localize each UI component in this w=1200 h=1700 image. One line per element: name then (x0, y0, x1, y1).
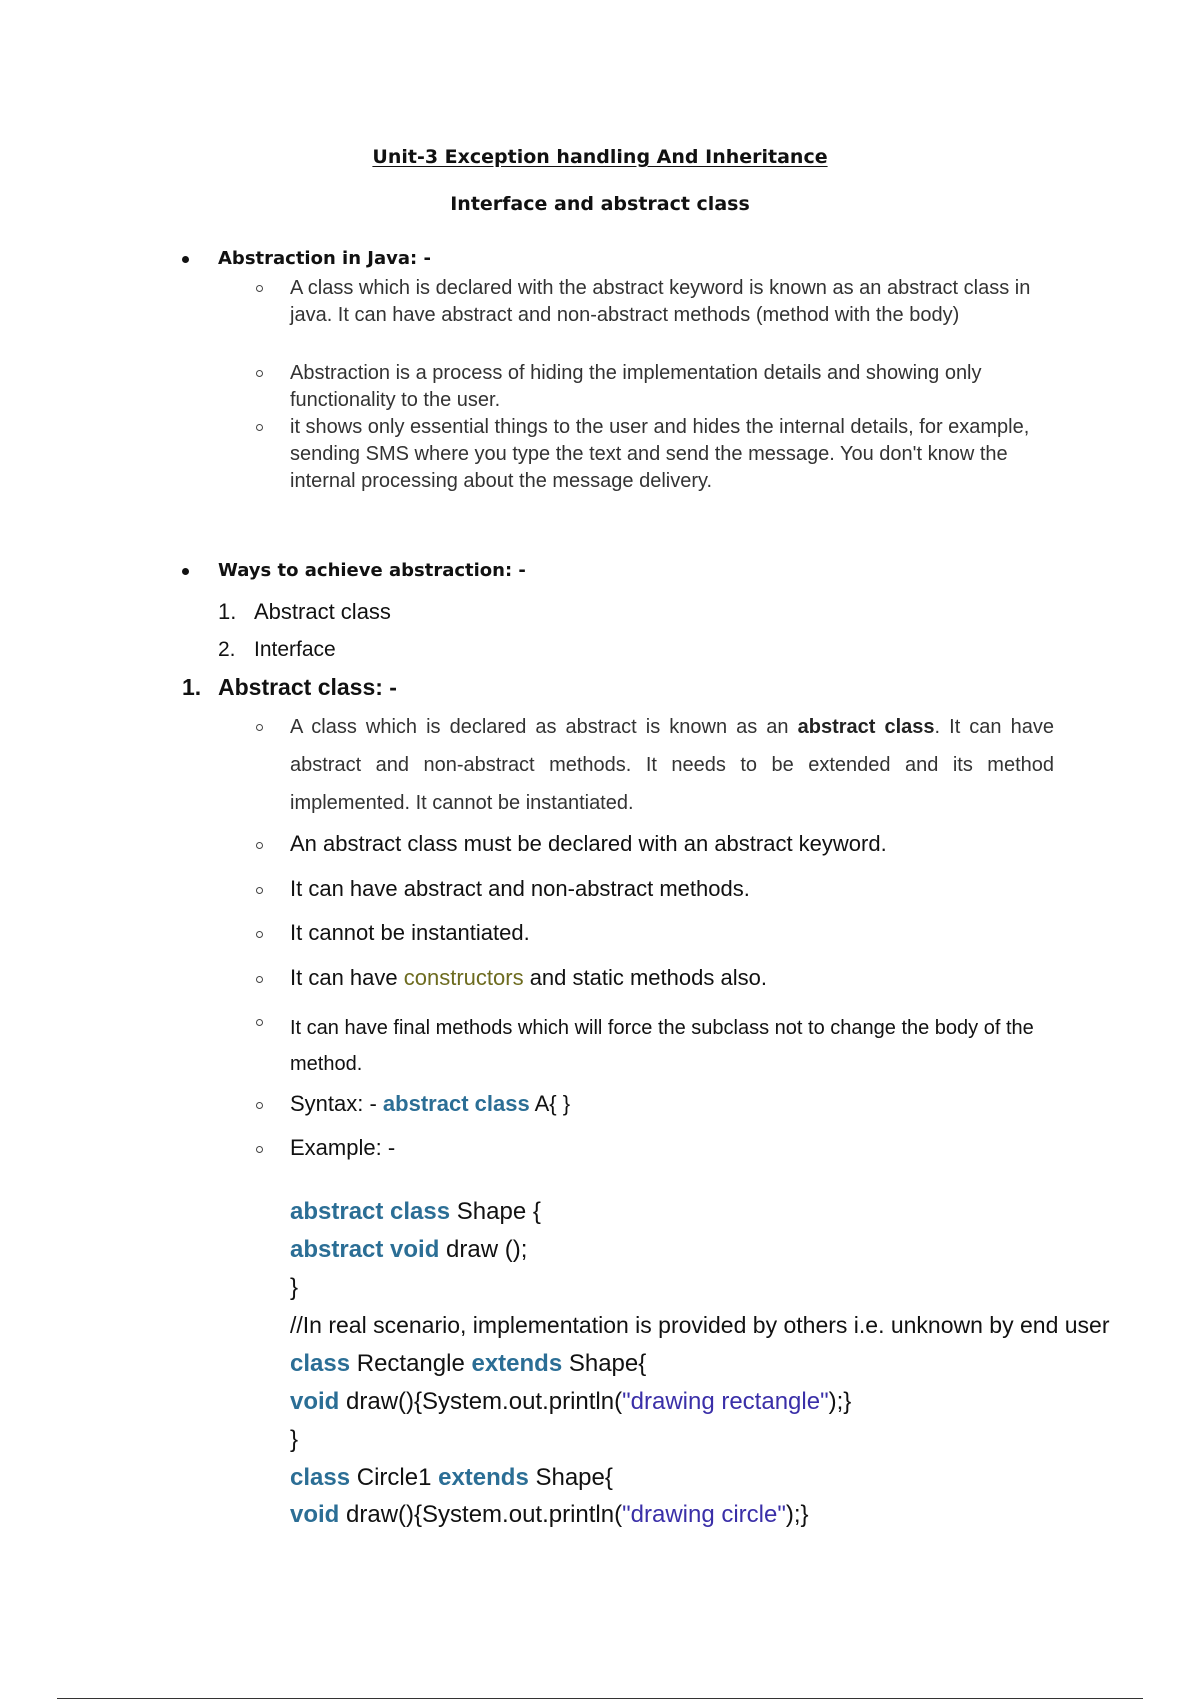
bullet-dot (182, 256, 189, 263)
sub-bullet (256, 976, 263, 983)
sub-bullet (256, 424, 263, 431)
list-item: It can have final methods which will force the subclass not to change the body of the method. (290, 1017, 1034, 1075)
list-item-intro: A class which is declared as abstract is known as an abstract class. It can have abstract and non-abstract methods. It needs to be extended and its method implemented. It cannot be instantiated. (290, 716, 1054, 814)
section-heading-ways: Ways to achieve abstraction: - (218, 560, 526, 581)
code-line: } (290, 1274, 299, 1301)
page-bottom-rule (57, 1698, 1143, 1699)
sub-bullet (256, 887, 263, 894)
list-item: It cannot be instantiated. (290, 920, 530, 945)
sub-bullet (256, 1102, 263, 1109)
list-number: 1. (218, 599, 237, 624)
page-subtitle: Interface and abstract class (450, 193, 750, 215)
list-item: Interface (254, 638, 336, 661)
page-title: Unit-3 Exception handling And Inheritance (372, 146, 828, 168)
code-line: abstract class Shape { (290, 1198, 541, 1225)
example-label: Example: - (290, 1135, 396, 1160)
code-line: void draw(){System.out.println("drawing circle");} (290, 1501, 809, 1528)
sub-bullet (256, 370, 263, 377)
sub-bullet (256, 724, 263, 731)
list-item: Abstraction is a process of hiding the implementation details and showing only functionality to the user. (290, 362, 982, 411)
list-item: An abstract class must be declared with an abstract keyword. (290, 831, 887, 856)
list-item: It can have abstract and non-abstract methods. (290, 876, 750, 901)
list-item-constructors: It can have constructors and static methods also. (290, 965, 767, 990)
code-line: } (290, 1426, 299, 1453)
section-number: 1. (182, 674, 202, 700)
list-number: 2. (218, 638, 236, 661)
code-comment: //In real scenario, implementation is provided by others i.e. unknown by end user (290, 1312, 1110, 1338)
sub-bullet (256, 1146, 263, 1153)
list-item: it shows only essential things to the user and hides the internal details, for example, sending SMS where you type the text and send the message. You don't know the internal processing about the message delivery. (290, 416, 1030, 492)
sub-bullet (256, 842, 263, 849)
code-line: class Rectangle extends Shape{ (290, 1350, 647, 1377)
syntax-line: Syntax: - abstract class A{ } (290, 1091, 571, 1116)
list-item: Abstract class (254, 599, 391, 624)
list-item: A class which is declared with the abstract keyword is known as an abstract class in java. It can have abstract and non-abstract methods (method with the body) (290, 277, 1031, 326)
code-line: class Circle1 extends Shape{ (290, 1464, 613, 1491)
code-line: abstract void draw (); (290, 1236, 528, 1263)
section-heading-abstraction: Abstraction in Java: - (218, 248, 431, 269)
sub-bullet (256, 931, 263, 938)
sub-bullet (256, 1019, 263, 1026)
code-line: void draw(){System.out.println("drawing rectangle");} (290, 1388, 852, 1415)
bullet-dot (182, 568, 189, 575)
section-heading-abstract-class: Abstract class: - (218, 674, 397, 700)
sub-bullet (256, 285, 263, 292)
